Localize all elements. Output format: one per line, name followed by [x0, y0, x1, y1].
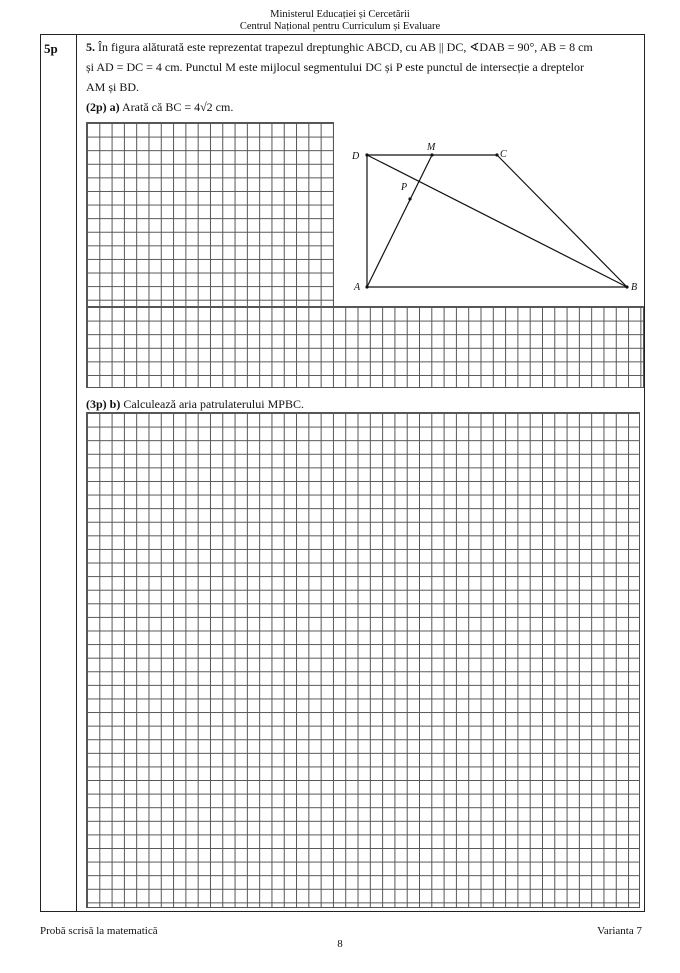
problem-statement: [86, 37, 642, 117]
answer-grid-a-wide[interactable]: [86, 306, 644, 388]
segment-CB: [497, 155, 627, 287]
part-b-statement: [86, 394, 304, 414]
part-a-text: Arată că BC = 4√2 cm.: [122, 100, 234, 114]
footer-exam-name: Probă scrisă la matematică: [40, 925, 158, 937]
label-D: D: [352, 151, 360, 162]
label-B: B: [631, 282, 638, 293]
part-b-text: Calculează aria patrulaterului MPBC.: [123, 397, 304, 411]
problem-number: 5.: [86, 40, 95, 54]
part-a-points: (2p) a): [86, 100, 120, 114]
problem-points: 5p: [44, 41, 58, 56]
label-P: P: [401, 182, 408, 193]
footer-variant: Varianta 7: [597, 925, 642, 937]
label-M: M: [427, 142, 436, 153]
page-number: 8: [337, 938, 343, 950]
statement-line-1: În figura alăturată este reprezentat trapezul dreptunghic ABCD, cu AB || DC, ∢DAB = 90°, AB = 8 cm: [98, 40, 593, 54]
header-center: Centrul Național pentru Curriculum și Evaluare: [239, 21, 441, 32]
part-b-points: (3p) b): [86, 397, 121, 411]
segment-AM: [367, 155, 432, 287]
label-C: C: [500, 149, 507, 160]
statement-line-3: AM și BD.: [86, 80, 140, 94]
points-column-divider: [76, 34, 77, 912]
statement-line-2: și AD = DC = 4 cm. Punctul M este mijlocul segmentului DC și P este punctul de intersecție a dreptelor: [86, 60, 585, 74]
answer-grid-a-left[interactable]: [86, 122, 334, 308]
answer-grid-b[interactable]: [86, 412, 640, 908]
label-A: A: [354, 282, 361, 293]
page-header: [0, 9, 680, 33]
header-ministry: Ministerul Educației și Cercetării: [270, 9, 410, 20]
segment-BD: [367, 155, 627, 287]
trapezoid-figure: [340, 140, 640, 300]
